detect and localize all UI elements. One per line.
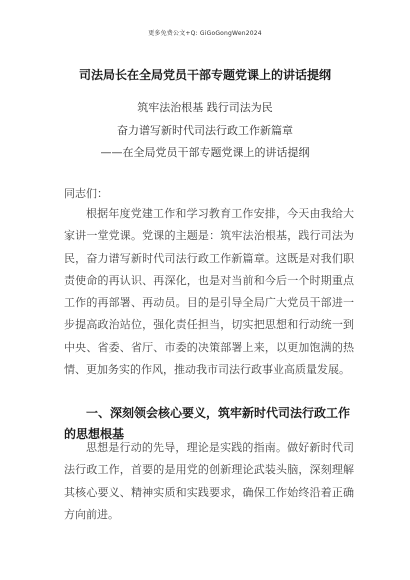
header-watermark: 更多免费公文+Q: GiGoGongWen2024 <box>148 30 262 37</box>
salutation: 同志们： <box>64 187 108 200</box>
subtitle-line-1: 筑牢法治根基 践行司法为民 <box>137 101 273 114</box>
section-heading-1: 一、深刻领会核心要义，筑牢新时代司法行政工作的思想根基 <box>64 406 351 441</box>
body-paragraph-2: 思想是行动的先导，理论是实践的指南。做好新时代司法行政工作，首要的是用党的创新理论武装头脑，深刻理解其核心要义、精神实质和实践要求，确保工作始终沿着正确方向前进。 <box>64 441 354 521</box>
body-paragraph-1: 根据年度党建工作和学习教育工作安排，今天由我给大家讲一堂党课。党课的主题是：筑牢法治根基，践行司法为民，奋力谱写新时代司法行政工作新篇章。这既是对我们职责使命的再认识、再深化，也是对当前和今后一个时期重点工作的再部署、再动员。目的是引导全局广大党员干部进一步提高政治站位，强化责任担当，切实把思想和行动统一到中央、省委、省厅、市委的决策部署上来，以更加饱满的热情、更加务实的作风，推动我市司法行政事业高质量发展。 <box>64 207 354 377</box>
document-title: 司法局长在全局党员干部专题党课上的讲话提纲 <box>78 68 331 82</box>
subtitle-line-3: ——在全局党员干部专题党课上的讲话提纲 <box>100 146 310 159</box>
subtitle-line-2: 奋力谱写新时代司法行政工作新篇章 <box>117 124 293 137</box>
